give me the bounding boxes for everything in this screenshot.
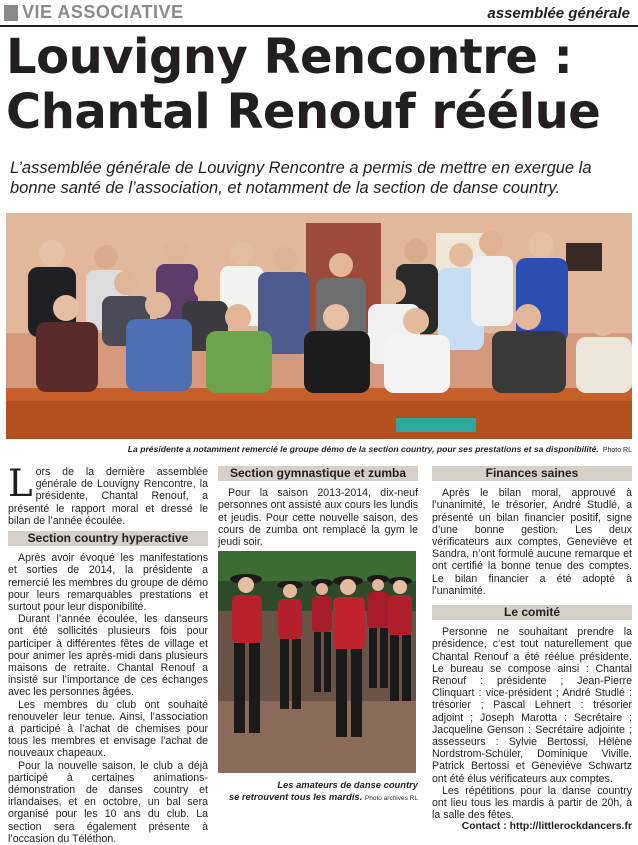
paragraph: Pour la saison 2013-2014, dix-neuf personnes ont assisté aux cours les lundis et jeudis. Pour cette nouvelle saison, des cours de zumba ont remplacé la gym le jeudi soir. bbox=[218, 487, 418, 549]
dancers-photo-caption bbox=[218, 779, 418, 805]
headline bbox=[6, 30, 636, 140]
caption-line-2: se retrouvent tous les mardis. bbox=[228, 791, 363, 802]
contact-line: Contact : http://littlerockdancers.fr bbox=[461, 821, 632, 833]
subhead-comite: Le comité bbox=[432, 605, 632, 620]
paragraph: Après avoir évoqué les manifestations et sorties de 2014, la présidente a remercié les membres du groupe de démo pour leurs remarquables prestations et surtout pour leur disponibilité. bbox=[8, 552, 208, 614]
column-3 bbox=[432, 462, 632, 834]
headline-line-1: Louvigny Rencontre : bbox=[6, 29, 573, 85]
paragraph: Durant l’année écoulée, les danseurs ont été sollicités plusieurs fois pour participer à différentes fêtes de village et pour animer les après-midi dans plusieurs maisons de retraite. Chantal Renouf a insisté sur l’importance de ces échanges avec les personnes âgées. bbox=[8, 613, 208, 699]
paragraph: Pour la nouvelle saison, le club a déjà participé à certaines animations-démonstration de danses country et irlandaises, et en octobre, un bal sera organisé pour les 10 ans du club. La section sera également présente à l’occasion du Téléthon. bbox=[8, 759, 208, 845]
dancers-photo bbox=[218, 551, 416, 773]
paragraph: Les répétitions pour la danse country ont lieu tous les mardis à partir de 20h, à la salle des fêtes. bbox=[432, 784, 632, 822]
drop-cap: L bbox=[8, 462, 33, 505]
section-rubric bbox=[4, 2, 184, 23]
rubric-square-icon bbox=[4, 5, 18, 21]
column-1 bbox=[8, 462, 208, 845]
photo-credit: Photo RL bbox=[602, 447, 632, 454]
paragraph: Les membres du club ont souhaité renouveler leur tenue. Ainsi, l’association a participé à l’achat de chemises pour tous les membres et envisage l’achat de nouveaux chapeaux. bbox=[8, 698, 208, 760]
paragraph: Après le bilan moral, approuvé à l’unanimité, le trésorier, André Studlé, a présenté un bilan financier positif, signe d’une bonne gestion. Les deux vérificateurs aux comptes, Geneviève et Sandra, n’ont formulé aucune remarque et ont certifié la bonne tenue des comptes. Le bilan financier a été adopté à l’unanimité. bbox=[432, 487, 632, 597]
caption-line-1: Les amateurs de danse country bbox=[277, 779, 418, 790]
kicker: assemblée générale bbox=[487, 5, 630, 22]
group-photo bbox=[6, 213, 632, 439]
intro-paragraph bbox=[8, 462, 208, 527]
paragraph: Personne ne souhaitant prendre la présidence, c’est tout naturellement que Chantal Renouf a été réélue présidente. Le bureau se compose ainsi : Chantal Renouf : présidente ; Jean-Pierre Clinquart : vice-président ; André Studlé : trésorier ; Pascal Lehnert : trésorier adjoint ; Joseph Marotta : Secrétaire ; Jacqueline Genson : Secrétaire adjointe ; assesseurs : Sylvie Bertossi, Hélène Nordstrom-Schüler, Dominique Viville. Patrick Bertossi et Geneviève Schwartz ont été élus vérificateurs aux comptes. bbox=[432, 626, 632, 785]
intro-text: ors de la dernière assemblée générale de Louvigny Rencontre, la présidente, Chantal Renouf, a présenté le rapport moral et dressé le bilan de l’année écoulée. bbox=[8, 466, 208, 527]
subhead-gym: Section gymnastique et zumba bbox=[218, 466, 418, 481]
rubric-label: VIE ASSOCIATIVE bbox=[22, 2, 184, 22]
group-photo-caption bbox=[6, 444, 632, 454]
headline-line-2: Chantal Renouf réélue bbox=[6, 84, 601, 140]
column-2 bbox=[218, 462, 418, 548]
header-rule bbox=[0, 25, 638, 27]
caption-text: La présidente a notamment remercié le groupe démo de la section country, pour ses prestations et sa disponibilité. bbox=[127, 444, 599, 454]
lede: L’assemblée générale de Louvigny Rencontre a permis de mettre en exergue la bonne santé de l’association, et notamment de la section de danse country. bbox=[10, 159, 592, 197]
subhead-country: Section country hyperactive bbox=[8, 531, 208, 546]
photo-credit: Photo archives RL bbox=[364, 795, 418, 802]
subhead-finances: Finances saines bbox=[432, 466, 632, 481]
page-header bbox=[0, 0, 638, 26]
